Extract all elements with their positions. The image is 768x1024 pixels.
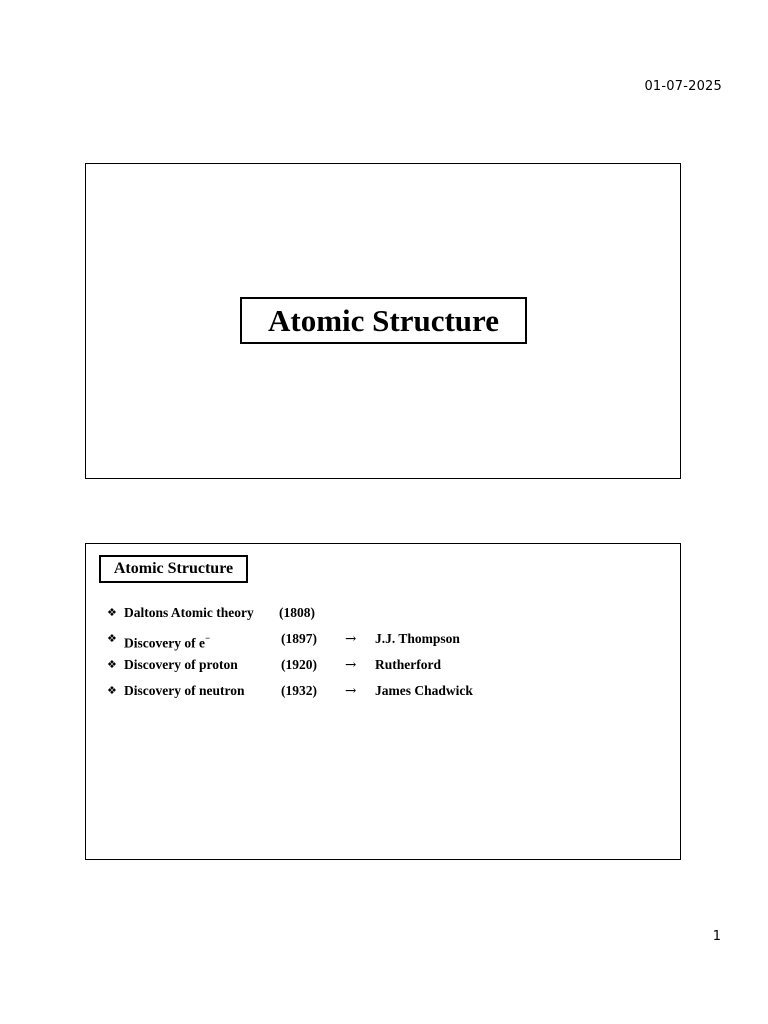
list-item-person: Rutherford: [375, 657, 441, 672]
diamond-bullet-icon: ❖: [107, 684, 117, 697]
diamond-bullet-icon: ❖: [107, 632, 117, 645]
diamond-bullet-icon: ❖: [107, 606, 117, 619]
header-date: 01-07-2025: [644, 79, 722, 94]
slide-title: Atomic Structure: [240, 297, 527, 344]
slide-1: [85, 163, 681, 479]
list-item-label-text: Discovery of e: [124, 635, 205, 651]
list-item-year: (1920): [281, 657, 317, 672]
right-arrow-icon: →: [345, 631, 357, 647]
list-item-label: Discovery of proton: [124, 657, 238, 672]
right-arrow-icon: →: [345, 657, 357, 673]
list-item-year: (1897): [281, 631, 317, 646]
list-item-year: (1932): [281, 683, 317, 698]
slide-heading: Atomic Structure: [99, 555, 248, 583]
list-item-label: Discovery of neutron: [124, 683, 245, 698]
list-item-person: James Chadwick: [375, 683, 473, 698]
slide-2: [85, 543, 681, 860]
page-number: 1: [712, 929, 721, 944]
right-arrow-icon: →: [345, 683, 357, 699]
list-item-label: [124, 631, 210, 652]
electron-charge-superscript: −: [204, 633, 211, 643]
list-item-person: J.J. Thompson: [375, 631, 460, 646]
diamond-bullet-icon: ❖: [107, 658, 117, 671]
list-item-label: Daltons Atomic theory: [124, 605, 254, 620]
list-item-year: (1808): [279, 605, 315, 620]
